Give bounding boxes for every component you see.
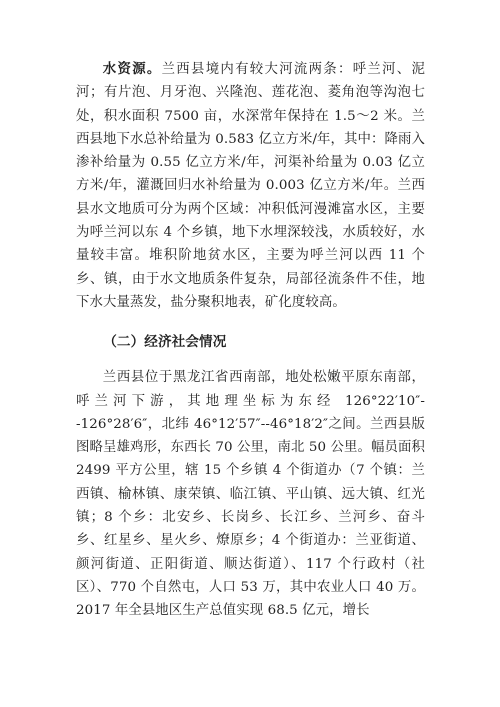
water-resources-text: 兰西县境内有较大河流两条：呼兰河、泥河；有片泡、月牙泡、兴隆泡、莲花泡、菱角泡等沟泡七处，积水面积 7500 亩，水深常年保持在 1.5～2 米。兰西县地下水总补给量为 0.583 亿立方米/年，其中：降雨入渗补给量为 0.55 亿立方米/年，河渠补给量为 0.03 亿立方米/年，灌溉回归水补给量为 0.003 亿立方米/年。兰西县水文地质可分为两个区域：冲积低河漫滩富水区，主要为呼兰河以东 4 个乡镇，地下水埋深较浅，水质较好，水量较丰富。堆积阶地贫水区，主要为呼兰河以西 11 个乡、镇，由于水文地质条件复杂，局部径流条件不佳，地下水大量蒸发，盐分聚积地表，矿化度较高。 — [76, 62, 425, 310]
water-resources-heading: 水资源。 — [102, 61, 162, 77]
economy-paragraph: 兰西县位于黑龙江省西南部，地处松嫩平原东南部，呼兰河下游，其地理坐标为东经 126°22′10″--126°28′6″，北纬 46°12′57″--46°18′2″之间。兰西县版图略呈雄鸡形，东西长 70 公里，南北 50 公里。幅员面积 2499 平方公里，辖 15 个乡镇 4 个街道办（7 个镇：兰西镇、榆林镇、康荣镇、临江镇、平山镇、远大镇、红光镇；8 个乡：北安乡、长岗乡、长江乡、兰河乡、奋斗乡、红星乡、星火乡、燎原乡；4 个街道办：兰亚街道、颜河街道、正阳街道、顺达街道）、117 个行政村（社区）、770 个自然屯，人口 53 万，其中农业人口 40 万。2017 年全县地区生产总值实现 68.5 亿元，增长 — [76, 370, 425, 619]
document-body — [76, 58, 425, 623]
section-title-economy: （二）经济社会情况 — [103, 334, 227, 351]
water-resources-paragraph — [76, 58, 425, 314]
